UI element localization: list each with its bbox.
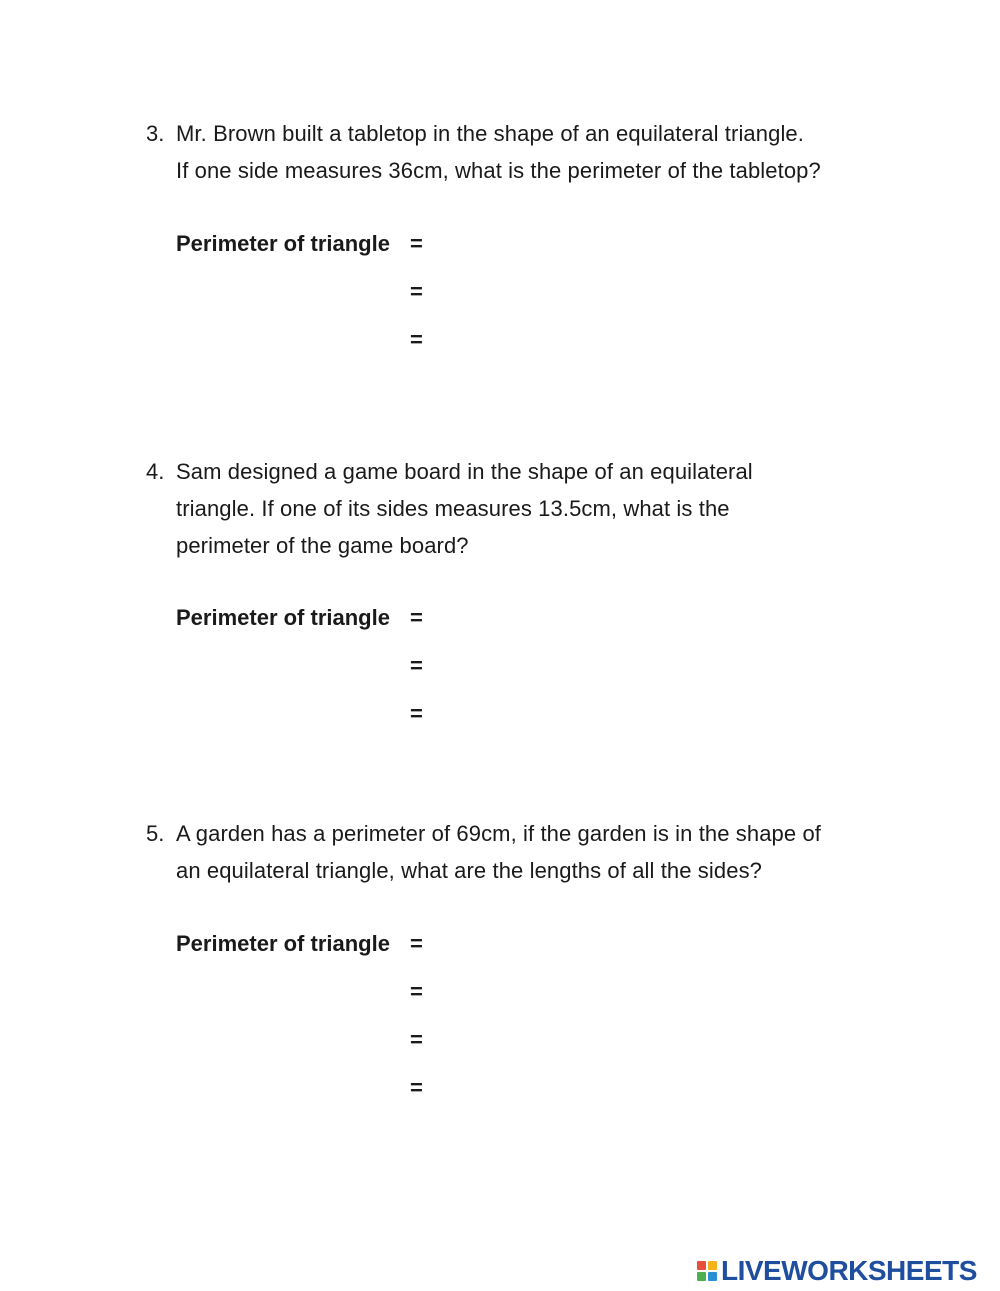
work-line[interactable]	[176, 968, 576, 1016]
equals-sign: =	[410, 1027, 423, 1052]
work-line[interactable]	[176, 690, 576, 738]
equals-sign: =	[410, 327, 423, 352]
logo-text: LIVEWORKSHEETS	[721, 1255, 977, 1286]
question-text	[176, 815, 906, 889]
question-line: A garden has a perimeter of 69cm, if the garden is in the shape of	[176, 821, 821, 846]
equals-sign: =	[410, 1075, 423, 1100]
work-line[interactable]	[176, 268, 576, 316]
equals-sign: =	[410, 605, 423, 630]
work-line-label	[176, 594, 576, 642]
question-4	[146, 453, 906, 564]
question-5	[146, 815, 906, 889]
equals-sign: =	[410, 231, 423, 256]
work-line[interactable]	[176, 1064, 576, 1112]
work-line[interactable]	[176, 642, 576, 690]
equals-sign: =	[410, 279, 423, 304]
work-area-5	[176, 920, 576, 1112]
logo-block	[697, 1272, 706, 1281]
question-line: Mr. Brown built a tabletop in the shape of an equilateral triangle.	[176, 121, 804, 146]
perimeter-label: Perimeter of triangle	[176, 931, 390, 956]
perimeter-label: Perimeter of triangle	[176, 605, 390, 630]
equals-sign: =	[410, 979, 423, 1004]
work-line-label	[176, 920, 576, 968]
work-line[interactable]	[176, 316, 576, 364]
question-line: triangle. If one of its sides measures 13.5cm, what is the	[176, 496, 730, 521]
logo-block	[697, 1261, 706, 1270]
question-text	[176, 453, 906, 564]
logo-block	[708, 1272, 717, 1281]
work-area-3	[176, 220, 576, 364]
work-area-4	[176, 594, 576, 738]
perimeter-label: Perimeter of triangle	[176, 231, 390, 256]
question-line: an equilateral triangle, what are the lengths of all the sides?	[176, 858, 763, 883]
question-number: 5.	[146, 821, 165, 846]
liveworksheets-logo[interactable]	[697, 1255, 977, 1287]
equals-sign: =	[410, 653, 423, 678]
equals-sign: =	[410, 701, 423, 726]
question-number: 3.	[146, 121, 165, 146]
work-line-label	[176, 220, 576, 268]
work-line[interactable]	[176, 1016, 576, 1064]
question-line: If one side measures 36cm, what is the perimeter of the tabletop?	[176, 158, 821, 183]
question-number: 4.	[146, 459, 165, 484]
equals-sign: =	[410, 931, 423, 956]
question-line: perimeter of the game board?	[176, 533, 469, 558]
question-text	[176, 115, 906, 189]
question-line: Sam designed a game board in the shape of an equilateral	[176, 459, 753, 484]
liveworksheets-logo-icon	[697, 1261, 717, 1281]
logo-block	[708, 1261, 717, 1270]
question-3	[146, 115, 906, 189]
